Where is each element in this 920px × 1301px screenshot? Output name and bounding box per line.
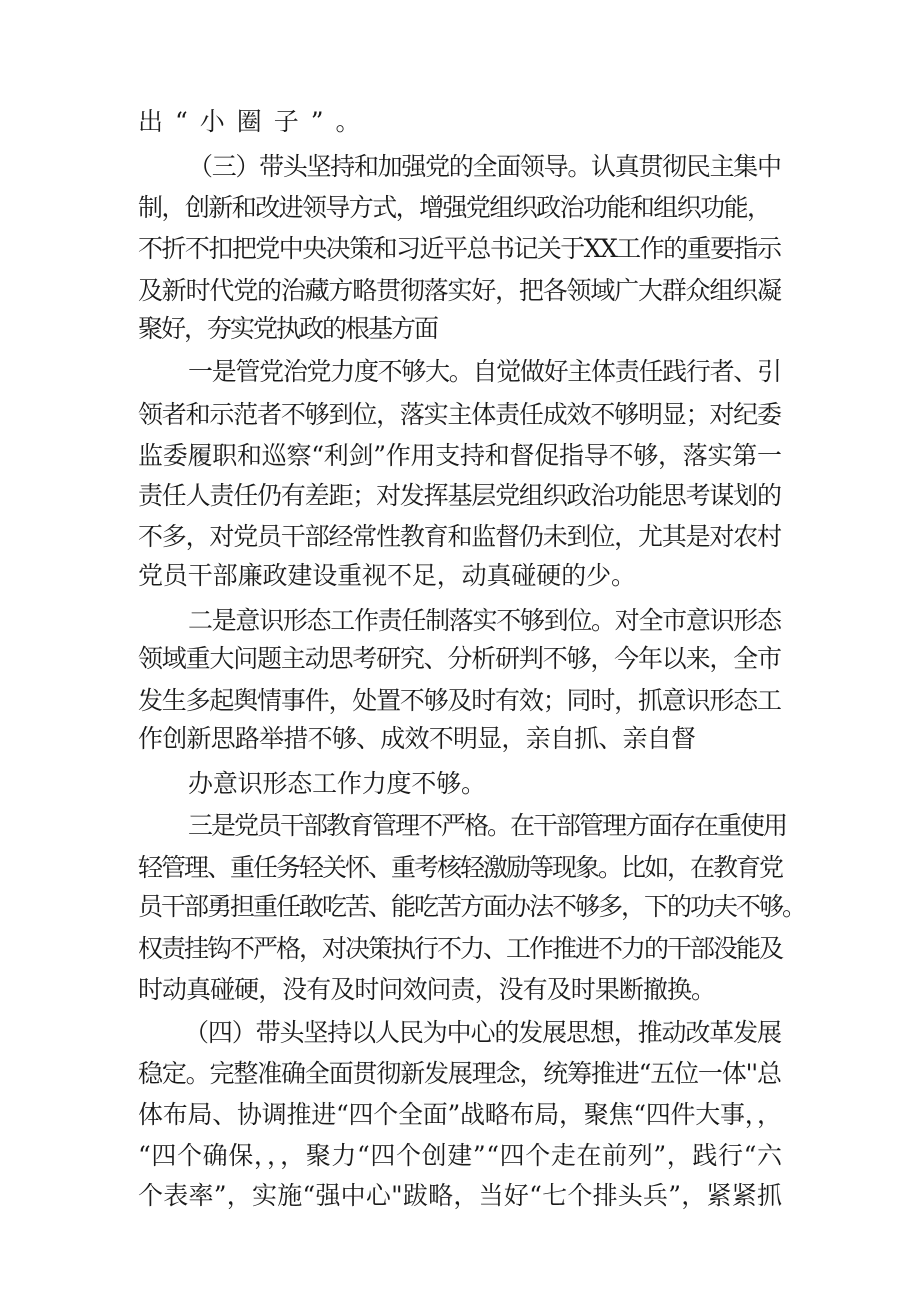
text-line: 党员干部廉政建设重视不足，动真碰硬的少。: [138, 561, 636, 590]
text-line: 监委履职和巡察“利剑”作用支持和督促指导不够，落实第一: [138, 441, 782, 470]
text-line: 权责挂钩不严格，对决策执行不力、工作推进不力的干部没能及: [138, 934, 783, 963]
text-line: 稳定。完整准确全面贯彻新发展理念，统筹推进“五位一体''总: [138, 1059, 781, 1088]
text-line: 发生多起舆情事件，处置不够及时有效；同时，抓意识形态工: [138, 686, 781, 715]
text-line: 聚好，夯实党执政的根基方面: [138, 314, 438, 343]
text-line: 一是管党治党力度不够大。自觉做好主体责任践行者、引: [188, 357, 781, 386]
text-line: 制，创新和改进领导方式，增强党组织政治功能和组织功能，: [138, 193, 771, 222]
text-line: 办意识形态工作力度不够。: [188, 769, 486, 798]
text-line: 时动真碰硬，没有及时问效问责，没有及时果断撤换。: [138, 975, 716, 1004]
text-line: 不折不扣把党中央决策和习近平总书记关于XX工作的重要指示: [138, 234, 781, 263]
text-line: 领者和示范者不够到位，落实主体责任成效不够明显；对纪委: [138, 400, 781, 429]
text-line: 作创新思路举措不够、成效不明显，亲自抓、亲自督: [138, 724, 696, 753]
text-line: “四个确保，，，聚力“四个创建”“四个走在前列”，践行“六: [138, 1141, 783, 1170]
text-line: 及新时代党的治藏方略贯彻落实好，把各领域广大群众组织凝: [138, 276, 781, 305]
text-line: 不多，对党员干部经常性教育和监督仍未到位，尤其是对农村: [138, 522, 781, 551]
text-line: 三是党员干部教育管理不严格。在干部管理方面存在重使用: [188, 811, 787, 840]
text-line: 员干部勇担重任敢吃苦、能吃苦方面办法不够多，下的功夫不够。: [138, 892, 806, 921]
text-line: 领域重大问题主动思考研究、分析研判不够，今年以来，全市: [138, 644, 781, 673]
text-line: 体布局、协调推进“四个全面”战略布局，聚焦“四件大事，，: [138, 1100, 782, 1129]
text-line: 出“小圈子”。: [138, 107, 373, 136]
text-line: 二是意识形态工作责任制落实不够到位。对全市意识形态: [188, 606, 781, 635]
text-line: 责任人责任仍有差距；对发挥基层党组织政治功能思考谋划的: [138, 481, 781, 510]
text-line: 轻管理、重任务轻关怀、重考核轻激励等现象。比如，在教育党: [138, 853, 783, 882]
text-line: 个表率”，实施“强中心"跋略，当好“七个排头兵”，紧紧抓: [138, 1181, 783, 1210]
text-line: （四）带头坚持以人民为中心的发展思想，推动改革发展: [184, 1018, 781, 1047]
text-line: （三）带头坚持和加强党的全面领导。认真贯彻民主集中: [188, 152, 781, 181]
